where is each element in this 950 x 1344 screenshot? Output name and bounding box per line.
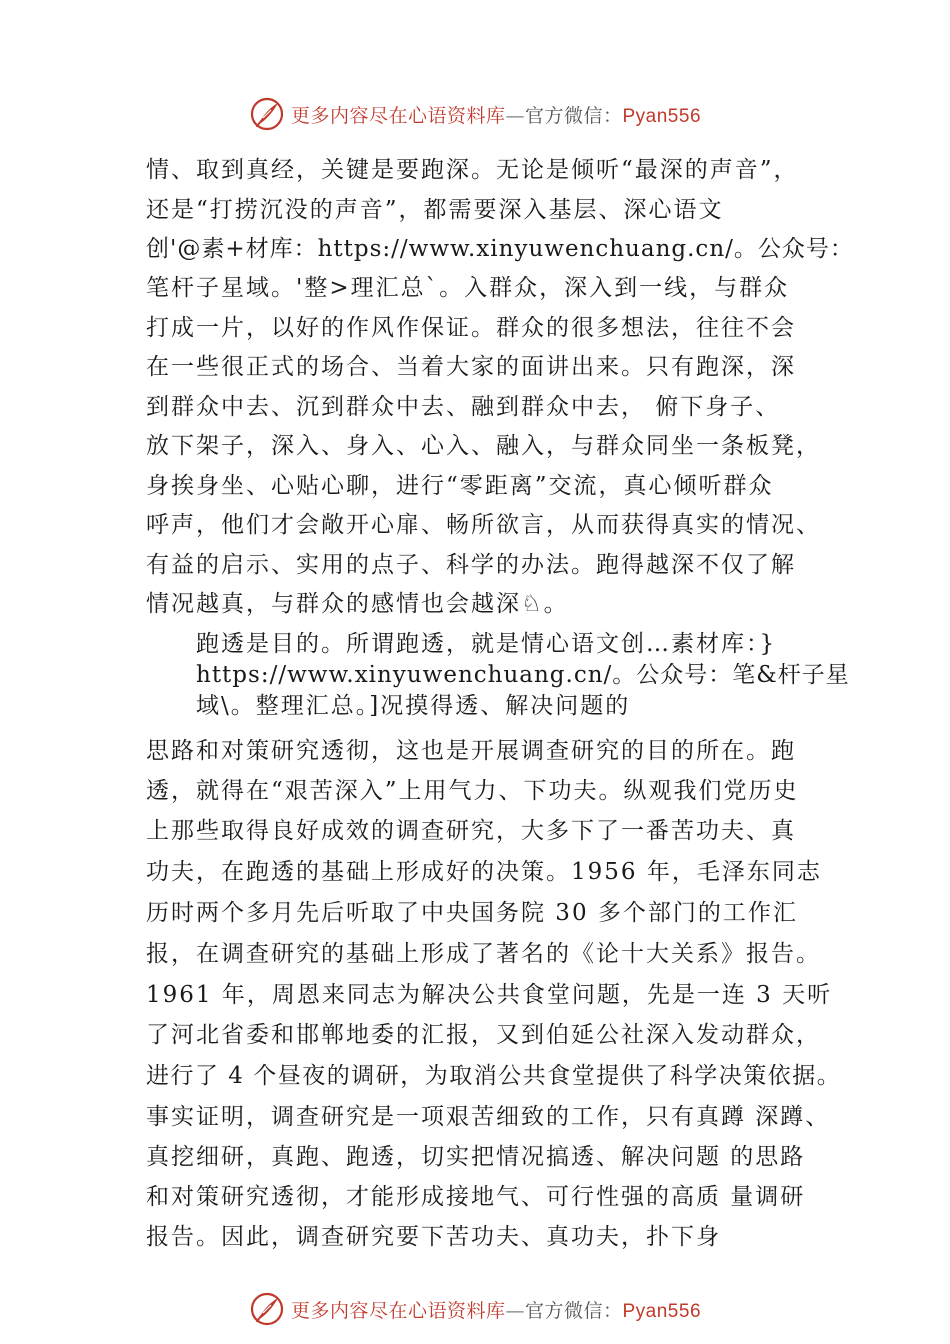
body-line-25: 事实证明，调查研究是一项艰苦细致的工作，只有真蹲 深蹲、 [146,1104,831,1130]
quill-logo-icon [249,1291,285,1327]
body-line-12: 情况越真，与群众的感情也会越深♘。 [146,591,569,617]
footer-banner [0,1289,950,1329]
body-line-13: 跑透是目的。所谓跑透，就是情心语文创…素材库：} [196,631,777,657]
body-line-24: 进行了 4 个昼夜的调研，为取消公共食堂提供了科学决策依据。 [146,1063,842,1089]
body-line-6: 在一些很正式的场合、当着大家的面讲出来。只有跑深，深 [146,354,796,380]
body-line-3: 创'@素+材库：https://www.xinyuwenchuang.cn/。公众号： [146,236,854,262]
footer-wechat-label: 官方微信： [524,1299,623,1322]
header-dash: — [505,104,525,127]
header-site-text: 更多内容尽在心语资料库 [290,104,506,127]
body-line-18: 上那些取得良好成效的调查研究，大多下了一番苦功夫、真 [146,818,796,844]
body-line-22: 1961 年，周恩来同志为解决公共食堂问题，先是一连 3 天听 [146,982,833,1008]
body-line-23: 了河北省委和邯郸地委的汇报，又到伯延公社深入发动群众， [146,1022,821,1048]
body-line-9: 身挨身坐、心贴心聊，进行“零距离”交流，真心倾听群众 [146,473,774,499]
footer-wechat-account: Pyan556 [622,1300,702,1322]
body-line-21: 报，在调查研究的基础上形成了著名的《论十大关系》报告。 [146,941,821,967]
body-line-10: 呼声，他们才会敞开心扉、畅所欲言，从而获得真实的情况、 [146,512,821,538]
footer-banner-text [291,1296,701,1323]
body-line-1: 情、取到真经，关键是要跑深。无论是倾听“最深的声音”， [146,157,799,183]
body-line-27: 和对策研究透彻，才能形成接地气、可行性强的高质 量调研 [146,1184,806,1210]
body-line-5: 打成一片，以好的作风作保证。群众的很多想法，往往不会 [146,315,796,341]
header-wechat-account: Pyan556 [622,105,702,127]
footer-banner-inner [249,1291,701,1327]
header-wechat-label: 官方微信： [524,104,623,127]
body-line-4: 笔杆子星域。'整>理汇总`。入群众，深入到一线，与群众 [146,275,790,301]
footer-site-text: 更多内容尽在心语资料库 [290,1299,506,1322]
body-line-15: 域\。整理汇总。]况摸得透、解决问题的 [196,693,631,719]
body-line-2: 还是“打捞沉没的声音”，都需要深入基层、深心语文 [146,197,724,223]
body-line-14: https://www.xinyuwenchuang.cn/。公众号：笔&杆子星 [196,662,850,688]
body-line-26: 真挖细研，真跑、跑透，切实把情况搞透、解决问题 的思路 [146,1144,806,1170]
body-line-8: 放下架子，深入、身入、心入、融入，与群众同坐一条板凳， [146,433,821,459]
body-line-20: 历时两个多月先后听取了中央国务院 30 多个部门的工作汇 [146,900,798,926]
footer-dash: — [505,1299,525,1322]
body-line-7: 到群众中去、沉到群众中去、融到群众中去， 俯下身子、 [146,394,781,420]
body-line-19: 功夫，在跑透的基础上形成好的决策。1956 年，毛泽东同志 [146,859,822,885]
body-line-16: 思路和对策研究透彻，这也是开展调查研究的目的所在。跑 [146,738,796,764]
body-line-17: 透，就得在“艰苦深入”上用气力、下功夫。纵观我们党历史 [146,778,799,804]
body-line-11: 有益的启示、实用的点子、科学的办法。跑得越深不仅了解 [146,552,796,578]
body-line-28: 报告。因此，调查研究要下苦功夫、真功夫，扑下身 [146,1224,721,1250]
